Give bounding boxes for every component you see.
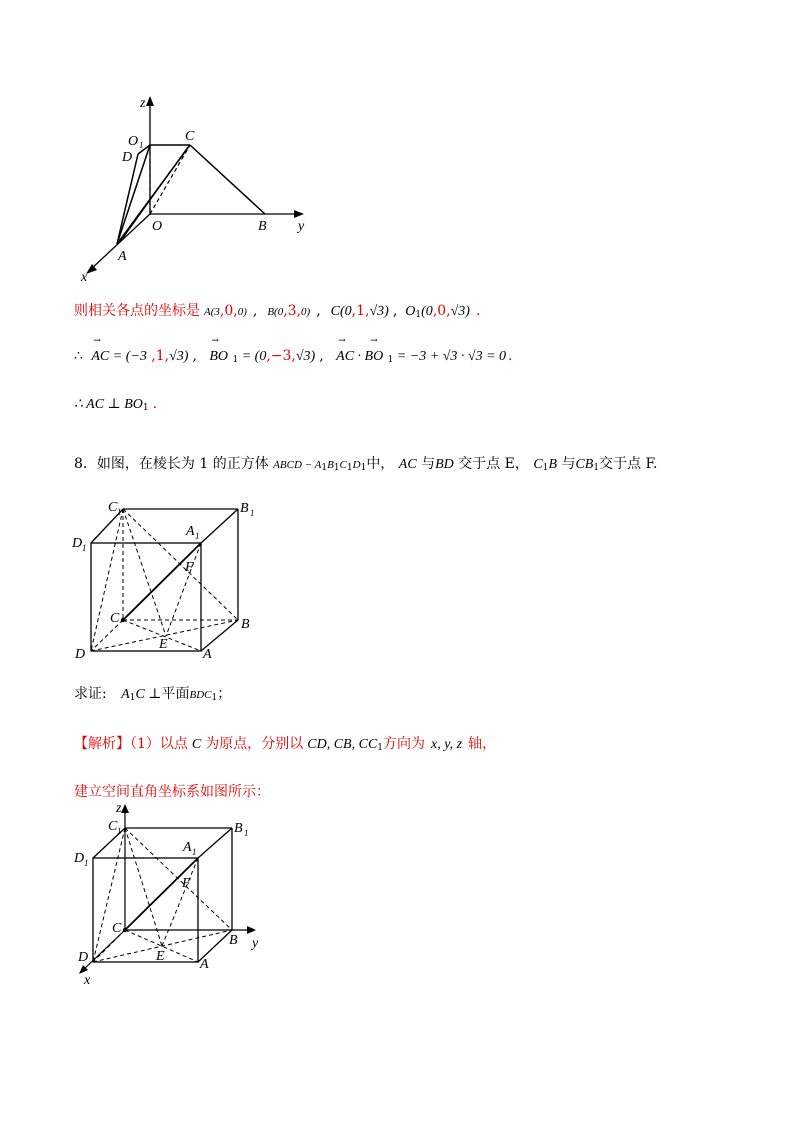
vectors-line: ∴ → AC = (−3 ,1,√3) , → BO $_1$ = (0,−3,√3) , → → AC · BO $_1$ = −3 + √3 · √3 = 0 . <box>74 336 513 365</box>
analysis-line-1: 【解析】（1）以点 C 为原点，分别以 CD, CB, $CC_1$方向为 x, y, z 轴， <box>74 736 497 753</box>
prove-line: 求证: $A_1C$ ⊥平面$BDC_1$； <box>74 686 232 703</box>
svg-text:1: 1 <box>84 858 89 868</box>
svg-text:1: 1 <box>82 543 87 553</box>
label-o1: O <box>128 134 139 149</box>
label-o1-sub: 1 <box>139 140 144 150</box>
svg-text:A: A <box>183 840 192 855</box>
svg-text:D: D <box>75 647 86 662</box>
label-c: C <box>185 129 195 144</box>
svg-text:B: B <box>240 501 249 516</box>
svg-text:F: F <box>185 560 194 575</box>
analysis-line-2: 建立空间直角坐标系如图所示： <box>74 784 270 800</box>
svg-text:C: C <box>108 819 118 834</box>
svg-text:D: D <box>74 851 85 866</box>
svg-text:A: A <box>186 524 195 539</box>
svg-text:C: C <box>108 500 118 515</box>
label-b: B <box>258 219 267 234</box>
svg-text:A: A <box>203 647 212 662</box>
label-z: z <box>140 96 146 111</box>
problem-8-statement: 8．如图，在棱长为 1 的正方体 ABCD − $A_1B_1C_1D_1$中， AC 与BD 交于点 E， $C_1B$ 与$CB_1$交于点 F. <box>74 456 658 473</box>
label-d: D <box>122 150 133 165</box>
label-o: O <box>152 219 163 234</box>
svg-text:A: A <box>200 957 209 972</box>
figure-3-cube-with-axes <box>70 800 280 990</box>
label-a: A <box>118 249 127 264</box>
svg-text:E: E <box>156 949 165 964</box>
label-x: x <box>81 270 88 285</box>
svg-text:B: B <box>241 617 250 632</box>
svg-text:D: D <box>72 536 83 551</box>
svg-text:y: y <box>252 936 259 951</box>
perp-line: ∴ AC ⊥ $BO_1$ . <box>74 396 158 413</box>
svg-text:1: 1 <box>195 531 200 541</box>
svg-text:E: E <box>159 637 168 652</box>
svg-text:B: B <box>234 821 243 836</box>
svg-text:z: z <box>116 801 122 816</box>
coords-line: 则相关各点的坐标是 A(3,0,0) , B(0,3,0) , C(0,1,√3) , $O_1(0,0,√3)$ . <box>74 303 481 320</box>
analysis-tag: 【解析】 <box>74 736 130 752</box>
svg-text:x: x <box>84 973 91 988</box>
svg-text:D: D <box>78 950 89 965</box>
svg-text:1: 1 <box>117 826 122 836</box>
label-y: y <box>298 219 305 234</box>
figure-1-coordinate-diagram <box>80 90 320 285</box>
svg-text:C: C <box>112 921 122 936</box>
figure-2-cube <box>70 495 270 665</box>
svg-text:B: B <box>229 933 238 948</box>
svg-text:1: 1 <box>117 507 122 517</box>
svg-text:1: 1 <box>250 508 255 518</box>
svg-text:C: C <box>110 611 120 626</box>
svg-text:1: 1 <box>244 828 249 838</box>
coords-prefix: 则相关各点的坐标是 <box>74 303 200 319</box>
svg-text:1: 1 <box>192 847 197 857</box>
svg-text:F: F <box>182 876 191 891</box>
